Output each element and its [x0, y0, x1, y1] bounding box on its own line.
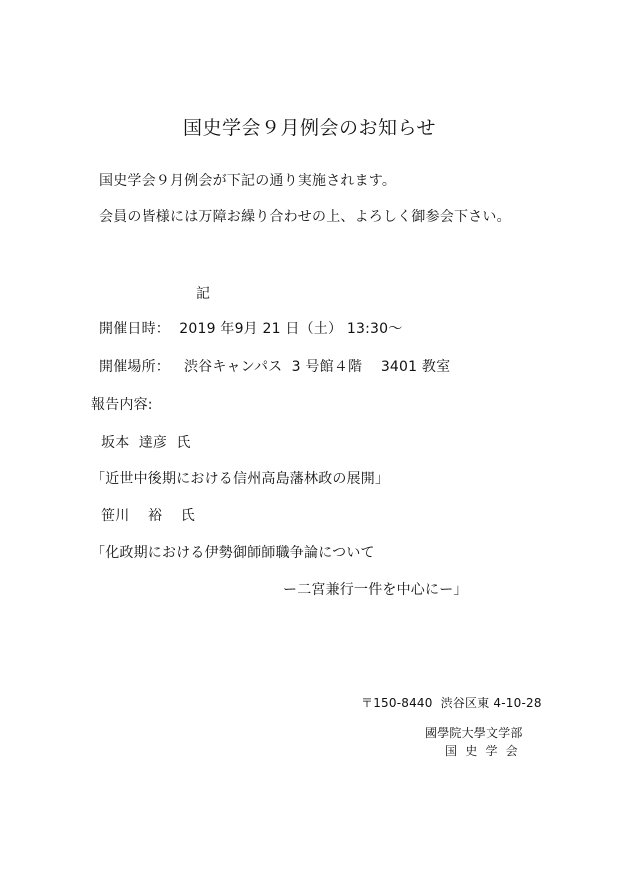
footer-address: 〒150-8440 渋谷区東 4-10-28 — [361, 696, 542, 710]
report-title-2: 「化政期における伊勢御師師職争論について — [91, 545, 375, 561]
ki-heading: 記 — [196, 286, 211, 302]
footer-society: 国 史 学 会 — [445, 744, 518, 758]
speaker-1: 坂本 達彦 氏 — [101, 435, 191, 451]
event-place: 開催場所： 渋谷キャンパス 3 号館４階 3401 教室 — [99, 359, 451, 375]
report-title-1: 「近世中後期における信州高島藩林政の展開」 — [91, 471, 390, 487]
page-title: 国史学会９月例会のお知らせ — [183, 117, 436, 139]
speaker-2: 笹川 裕 氏 — [101, 508, 196, 524]
intro-line-2: 会員の皆様には万障お繰り合わせの上、よろしく御参会下さい。 — [99, 209, 511, 225]
report-subtitle-2: ー二宮兼行一件を中心にー」 — [283, 582, 468, 598]
footer-organization: 國學院大學文学部 — [425, 726, 523, 740]
event-datetime: 開催日時： 2019 年9月 21 日（土） 13:30～ — [99, 321, 403, 337]
intro-line-1: 国史学会９月例会が下記の通り実施されます。 — [99, 173, 397, 189]
reports-heading: 報告内容: — [91, 397, 153, 413]
